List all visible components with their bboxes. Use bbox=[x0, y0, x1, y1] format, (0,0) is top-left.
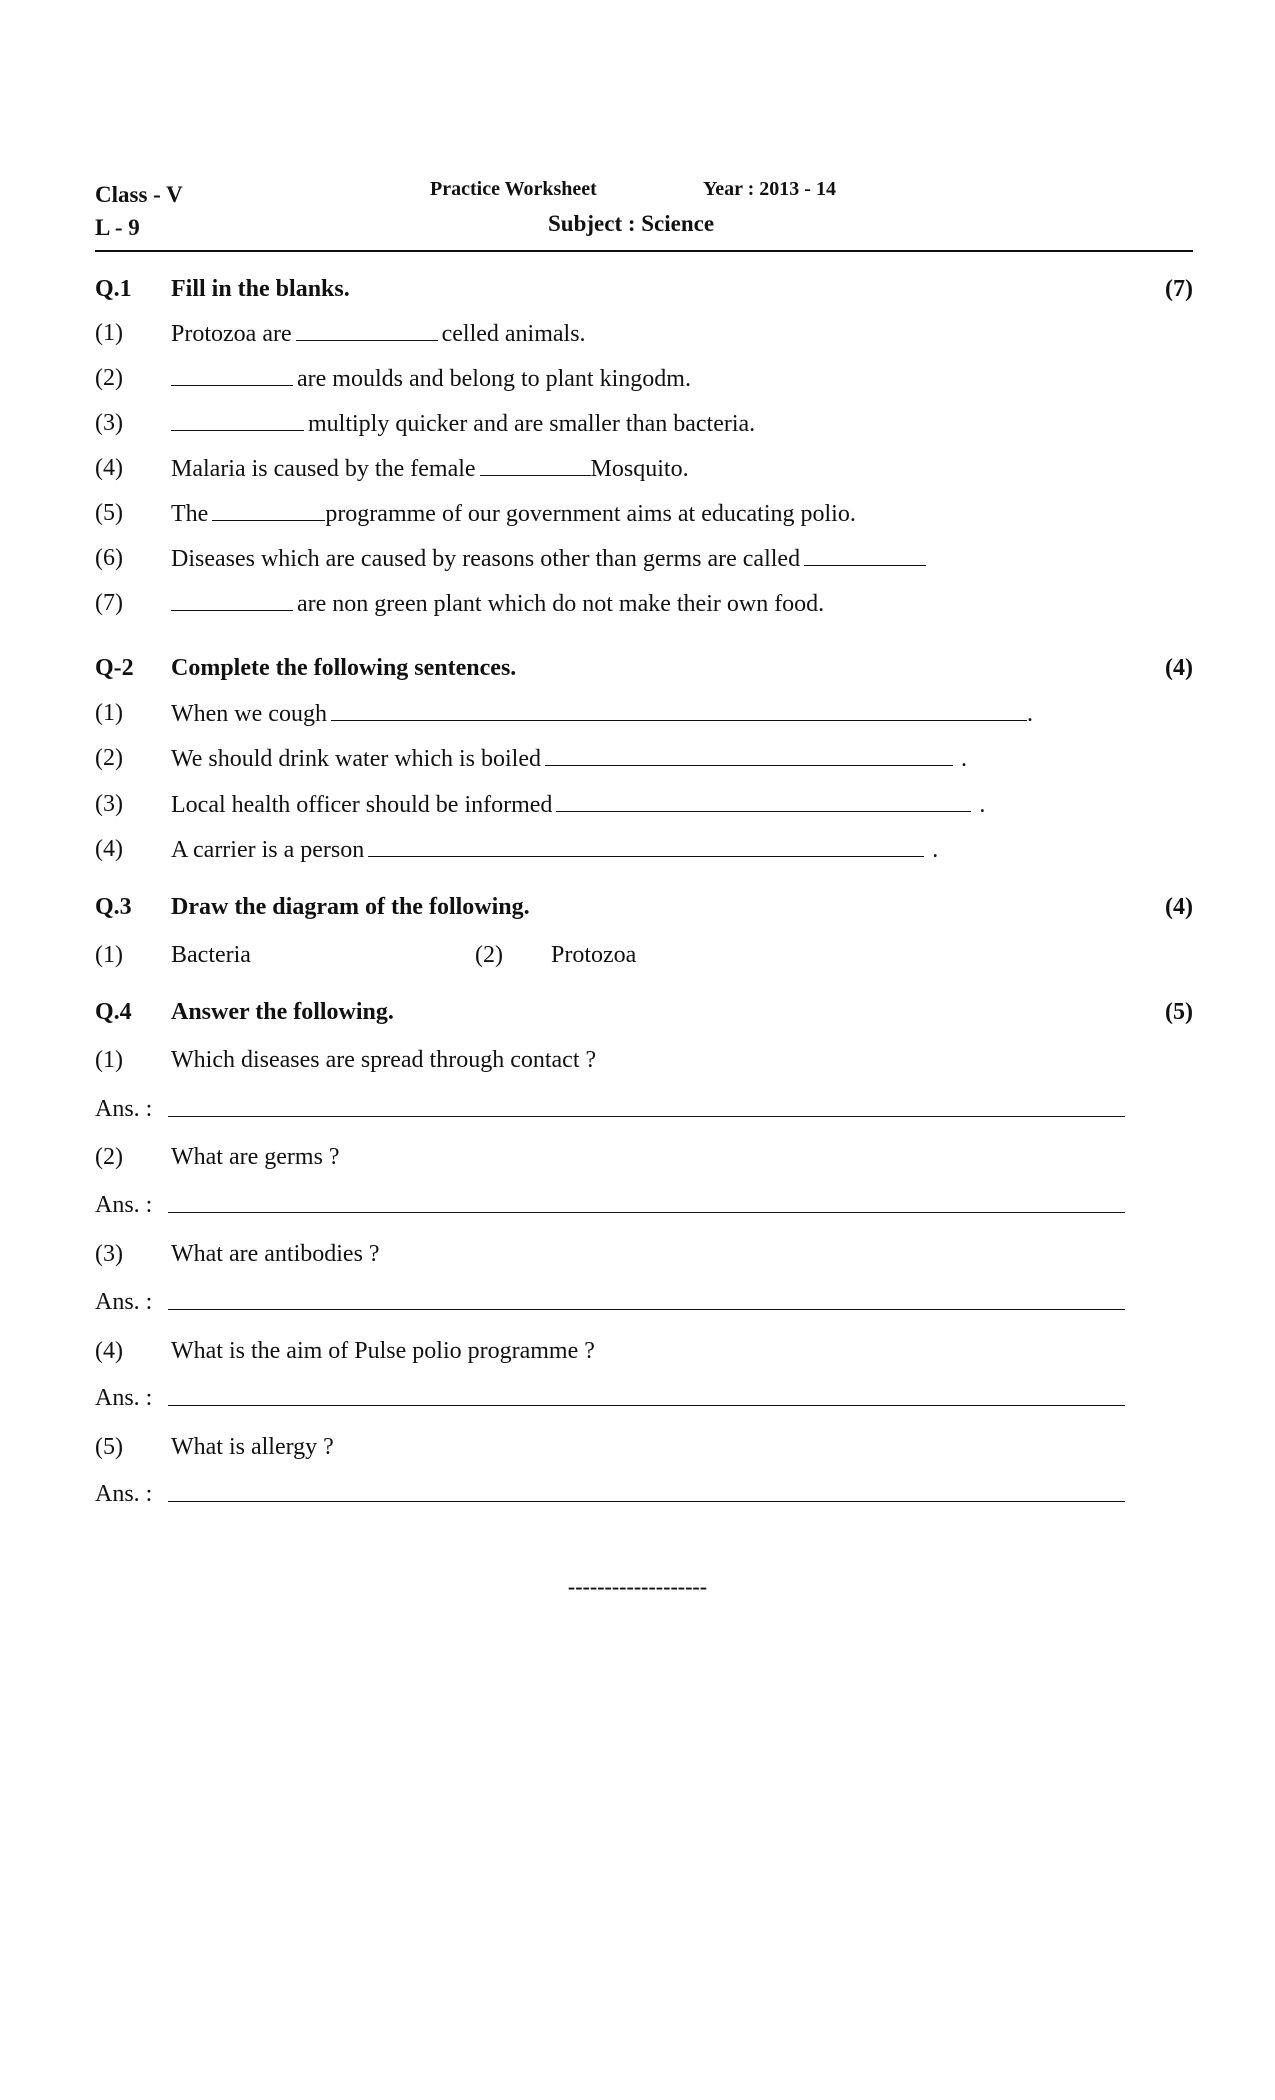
item-text: Mosquito. bbox=[590, 456, 689, 482]
class-label: Class - V bbox=[95, 182, 183, 207]
ans-label: Ans. : bbox=[95, 1481, 153, 1507]
end-mark: ------------------- bbox=[567, 1574, 708, 1599]
q4-marks: (5) bbox=[1165, 999, 1193, 1025]
item-text: What is the aim of Pulse polio programme ? bbox=[171, 1338, 595, 1364]
item-text: . bbox=[961, 746, 967, 772]
item-text: multiply quicker and are smaller than bacteria. bbox=[308, 411, 756, 437]
blank-field[interactable] bbox=[171, 363, 293, 386]
blank-field[interactable] bbox=[331, 698, 1027, 721]
item-number: (1) bbox=[95, 942, 123, 968]
blank-field[interactable] bbox=[171, 408, 304, 431]
item-text: are moulds and belong to plant kingodm. bbox=[297, 366, 691, 392]
item-number: (3) bbox=[95, 791, 123, 817]
q3-marks: (4) bbox=[1165, 894, 1193, 920]
answer-line[interactable] bbox=[168, 1309, 1125, 1310]
item-text: . bbox=[932, 837, 939, 863]
q1-number: Q.1 bbox=[95, 276, 132, 302]
item-number: (5) bbox=[95, 1434, 123, 1460]
item-number: (4) bbox=[95, 1338, 123, 1364]
item-text: What are antibodies ? bbox=[171, 1241, 380, 1267]
q1-title: Fill in the blanks. bbox=[171, 276, 350, 302]
item-text: Bacteria bbox=[171, 942, 251, 968]
item-number: (1) bbox=[95, 1047, 123, 1073]
blank-field[interactable] bbox=[296, 318, 438, 341]
item-text: Local health officer should be informed bbox=[171, 792, 553, 818]
q2-marks: (4) bbox=[1165, 655, 1193, 681]
answer-line[interactable] bbox=[168, 1116, 1125, 1117]
item-text: are non green plant which do not make their own food. bbox=[297, 591, 825, 617]
item-number: (7) bbox=[95, 590, 123, 616]
item-text: Protozoa are bbox=[171, 321, 292, 347]
worksheet-title: Practice Worksheet bbox=[430, 178, 597, 200]
blank-field[interactable] bbox=[480, 453, 591, 476]
item-number: (2) bbox=[95, 365, 123, 391]
q3-number: Q.3 bbox=[95, 894, 132, 920]
blank-field[interactable] bbox=[368, 834, 924, 857]
item-text: The bbox=[171, 501, 209, 527]
item-text: Malaria is caused by the female bbox=[171, 456, 476, 482]
item-number: (2) bbox=[95, 1144, 123, 1170]
ans-label: Ans. : bbox=[95, 1289, 153, 1315]
q4-number: Q.4 bbox=[95, 999, 132, 1025]
ans-label: Ans. : bbox=[95, 1385, 153, 1411]
blank-field[interactable] bbox=[212, 498, 325, 521]
item-number: (4) bbox=[95, 455, 123, 481]
item-text: . bbox=[979, 792, 986, 818]
item-text: A carrier is a person bbox=[171, 837, 365, 863]
header-divider bbox=[95, 250, 1193, 252]
item-text: Diseases which are caused by reasons other than germs are called bbox=[171, 546, 801, 572]
item-number: (1) bbox=[95, 700, 123, 726]
item-text: What are germs ? bbox=[171, 1144, 340, 1170]
blank-field[interactable] bbox=[171, 588, 293, 611]
item-text: . bbox=[1026, 701, 1033, 727]
q2-number: Q-2 bbox=[95, 655, 134, 681]
item-number: (3) bbox=[95, 410, 123, 436]
q1-marks: (7) bbox=[1165, 276, 1193, 302]
item-text: Which diseases are spread through contact ? bbox=[171, 1047, 597, 1073]
ans-label: Ans. : bbox=[95, 1096, 153, 1122]
year-label: Year : 2013 - 14 bbox=[703, 178, 836, 200]
q3-title: Draw the diagram of the following. bbox=[171, 894, 530, 920]
q4-title: Answer the following. bbox=[171, 999, 394, 1025]
answer-line[interactable] bbox=[168, 1501, 1125, 1502]
item-text: What is allergy ? bbox=[171, 1434, 334, 1460]
lesson-label: L - 9 bbox=[95, 215, 140, 240]
item-text: celled animals. bbox=[441, 321, 586, 347]
item-number: (6) bbox=[95, 545, 123, 571]
item-text: programme of our government aims at educating polio. bbox=[325, 501, 856, 527]
blank-field[interactable] bbox=[556, 789, 971, 812]
answer-line[interactable] bbox=[168, 1405, 1125, 1406]
subject-label: Subject : Science bbox=[548, 211, 715, 236]
item-number: (2) bbox=[475, 942, 503, 968]
q2-title: Complete the following sentences. bbox=[171, 655, 517, 681]
item-text: When we cough bbox=[171, 701, 327, 727]
item-number: (2) bbox=[95, 745, 123, 771]
blank-field[interactable] bbox=[804, 543, 926, 566]
item-text: Protozoa bbox=[551, 942, 637, 968]
ans-label: Ans. : bbox=[95, 1192, 153, 1218]
item-number: (3) bbox=[95, 1241, 123, 1267]
answer-line[interactable] bbox=[168, 1212, 1125, 1213]
item-text: We should drink water which is boiled bbox=[171, 746, 541, 772]
item-number: (5) bbox=[95, 500, 123, 526]
item-number: (1) bbox=[95, 320, 123, 346]
blank-field[interactable] bbox=[545, 743, 953, 766]
item-number: (4) bbox=[95, 836, 123, 862]
